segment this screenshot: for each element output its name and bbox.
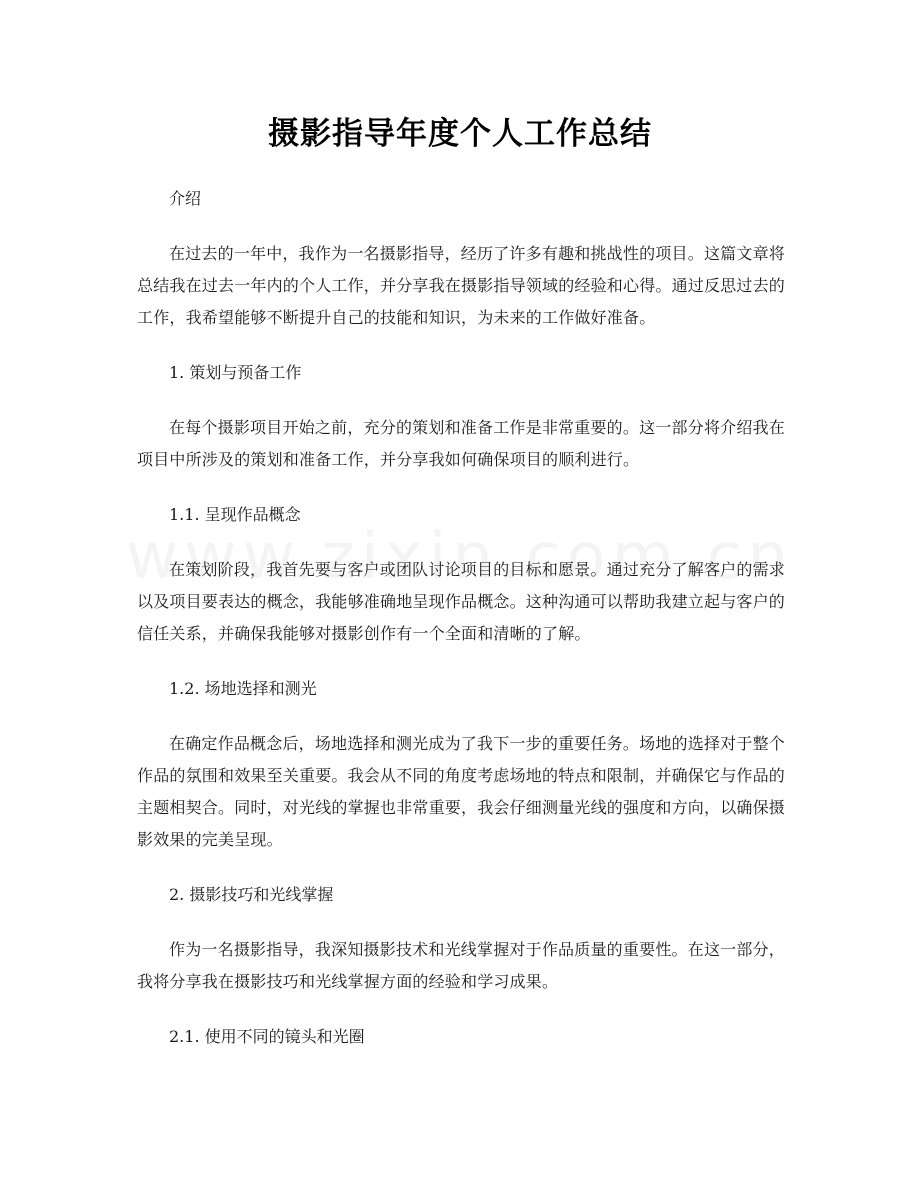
paragraph-1-2: 在确定作品概念后，场地选择和测光成为了我下一步的重要任务。场地的选择对于整个作品的氛围和效果至关重要。我会从不同的角度考虑场地的特点和限制，并确保它与作品的主题相契合。同时，对光线的掌握也非常重要，我会仔细测量光线的强度和方向，以确保摄影效果的完美呈现。	[137, 734, 786, 849]
section-heading-1-2: 1.2. 场地选择和测光	[169, 679, 317, 698]
paragraph-1: 在每个摄影项目开始之前，充分的策划和准备工作是非常重要的。这一部分将介绍我在项目中所涉及的策划和准备工作，并分享我如何确保项目的顺利进行。	[137, 418, 785, 469]
section-heading-2: 2. 摄影技巧和光线掌握	[169, 885, 334, 904]
section-heading-intro: 介绍	[169, 189, 202, 208]
section-heading-2-1: 2.1. 使用不同的镜头和光圈	[169, 1027, 365, 1046]
document-body	[137, 183, 785, 1076]
section-heading-1-1: 1.1. 呈现作品概念	[169, 505, 301, 524]
document-title: 摄影指导年度个人工作总结	[268, 116, 652, 152]
paragraph-1-1: 在策划阶段，我首先要与客户或团队讨论项目的目标和愿景。通过充分了解客户的需求以及项目要表达的概念，我能够准确地呈现作品概念。这种沟通可以帮助我建立起与客户的信任关系，并确保我能够对摄影创作有一个全面和清晰的了解。	[137, 560, 786, 643]
paragraph-2: 作为一名摄影指导，我深知摄影技术和光线掌握对于作品质量的重要性。在这一部分，我将分享我在摄影技巧和光线掌握方面的经验和学习成果。	[137, 940, 785, 991]
paragraph-intro: 在过去的一年中，我作为一名摄影指导，经历了许多有趣和挑战性的项目。这篇文章将总结我在过去一年内的个人工作，并分享我在摄影指导领域的经验和心得。通过反思过去的工作，我希望能够不断提升自己的技能和知识，为未来的工作做好准备。	[137, 244, 786, 327]
section-heading-1: 1. 策划与预备工作	[169, 363, 302, 382]
